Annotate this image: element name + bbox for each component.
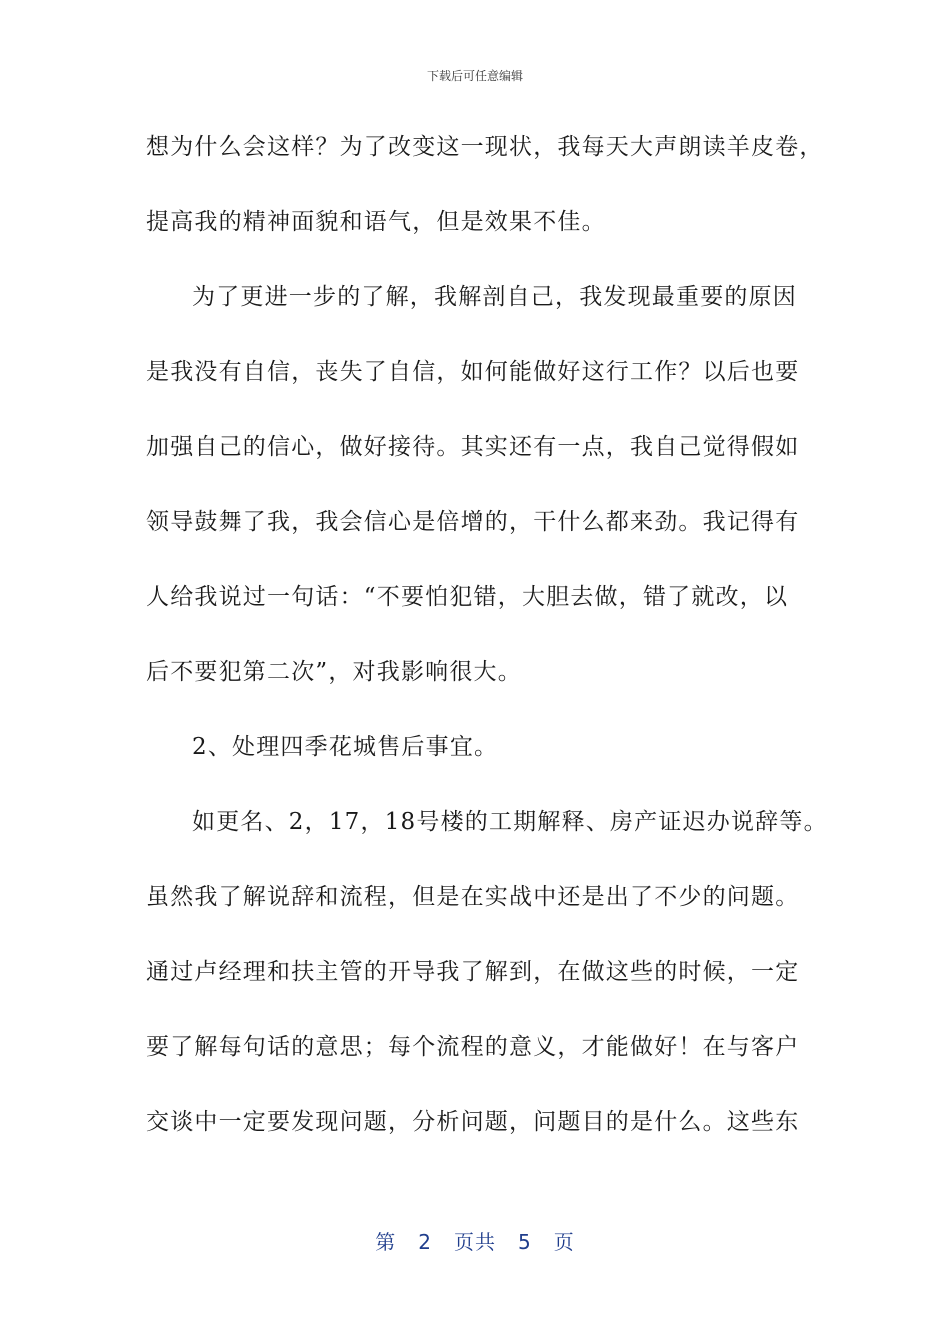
- footer-middle: 页共: [454, 1230, 496, 1254]
- text-line: 是我没有自信，丧失了自信，如何能做好这行工作？以后也要: [146, 359, 800, 385]
- text-line: 想为什么会这样？为了改变这一现状，我每天大声朗读羊皮卷，: [146, 134, 824, 160]
- total-pages-number: 5: [518, 1230, 532, 1254]
- text-line: 2、处理四季花城售后事宜。: [192, 734, 499, 760]
- text-line: 人给我说过一句话：“不要怕犯错，大胆去做，错了就改，以: [146, 584, 789, 610]
- text-line: 领导鼓舞了我，我会信心是倍增的，干什么都来劲。我记得有: [146, 509, 800, 535]
- footer-suffix: 页: [553, 1230, 575, 1254]
- text-line: 后不要犯第二次”，对我影响很大。: [146, 659, 522, 685]
- footer-prefix: 第: [375, 1230, 397, 1254]
- text-line: 提高我的精神面貌和语气，但是效果不佳。: [146, 209, 606, 235]
- current-page-number: 2: [418, 1230, 432, 1254]
- text-line: 如更名、2，17，18号楼的工期解释、房产证迟办说辞等。: [192, 809, 828, 835]
- text-line: 加强自己的信心，做好接待。其实还有一点，我自己觉得假如: [146, 434, 800, 460]
- page-header: 下载后可任意编辑: [426, 69, 523, 83]
- text-line: 虽然我了解说辞和流程，但是在实战中还是出了不少的问题。: [146, 884, 800, 910]
- text-line: 为了更进一步的了解，我解剖自己，我发现最重要的原因: [192, 284, 797, 310]
- page-footer: [0, 1226, 950, 1255]
- text-line: 要了解每句话的意思；每个流程的意义，才能做好！在与客户: [146, 1034, 800, 1060]
- document-body: [146, 127, 828, 1177]
- text-line: 通过卢经理和扶主管的开导我了解到，在做这些的时候，一定: [146, 959, 800, 985]
- text-line: 交谈中一定要发现问题，分析问题，问题目的是什么。这些东: [146, 1109, 800, 1135]
